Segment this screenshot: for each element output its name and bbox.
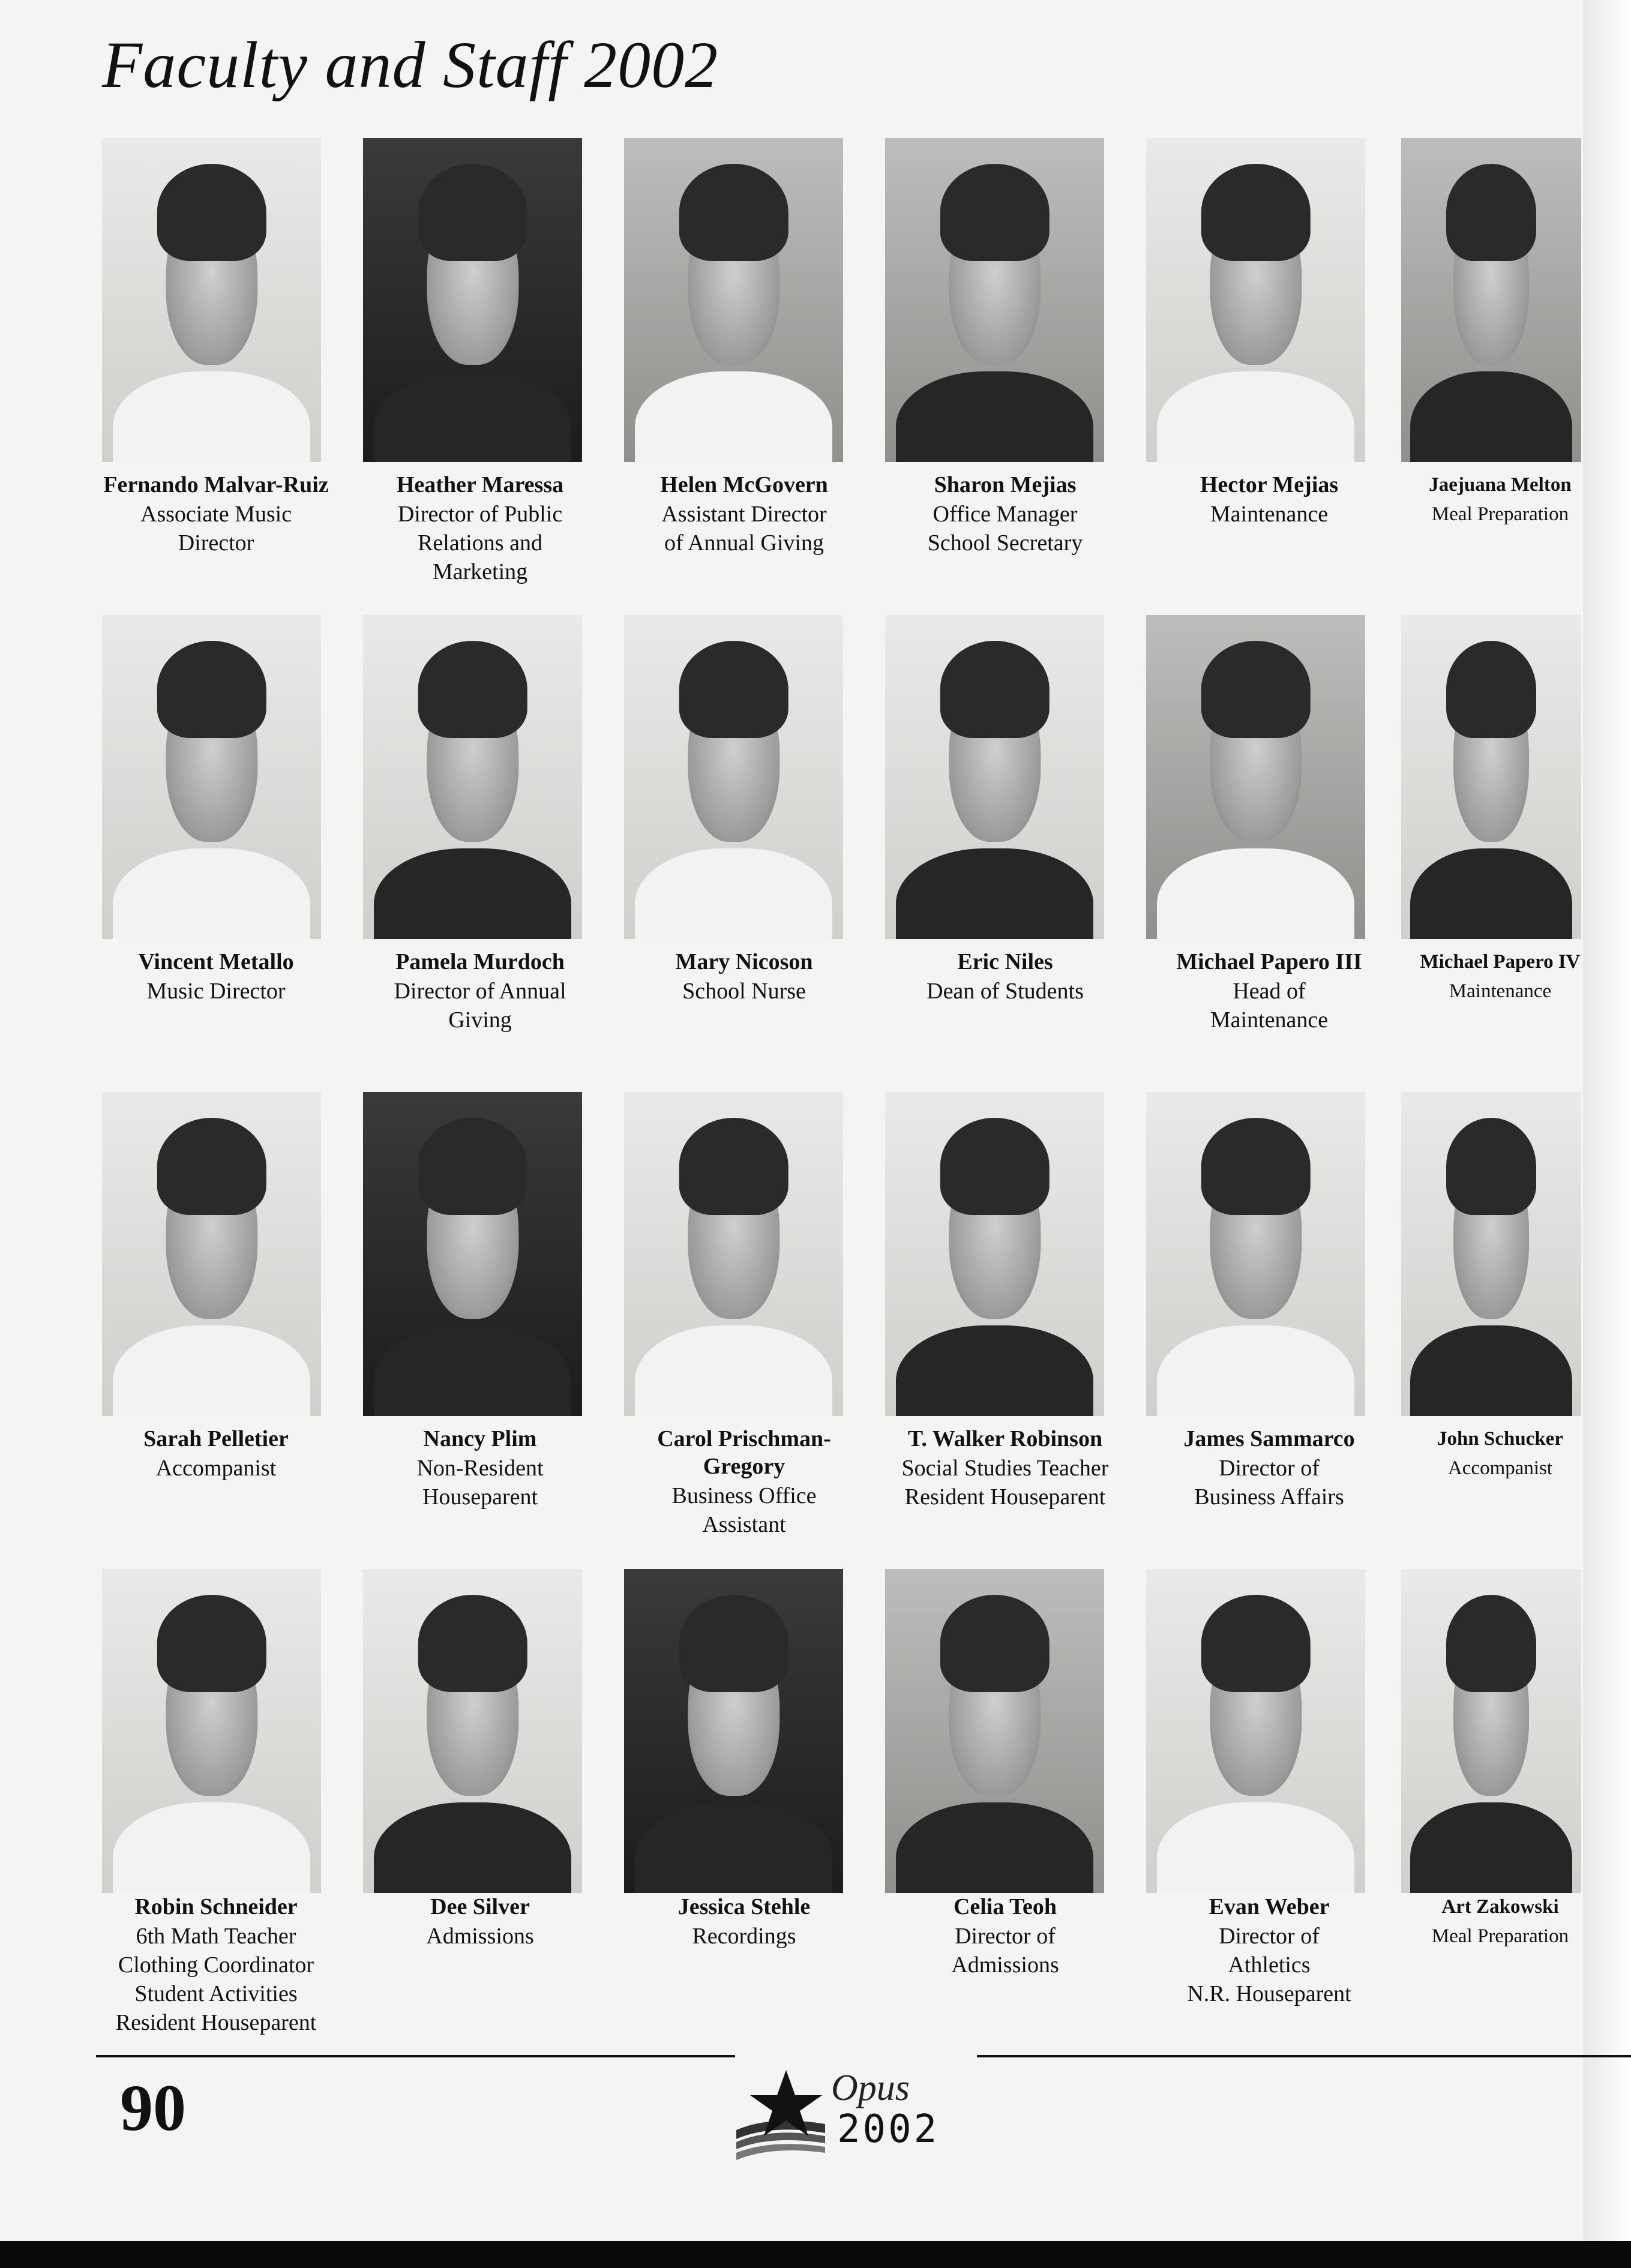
staff-photo xyxy=(1146,138,1365,462)
staff-role: Head of Maintenance xyxy=(1210,979,1329,1033)
staff-photo xyxy=(102,138,321,462)
staff-photo xyxy=(624,1092,843,1416)
staff-name: Carol Prischman- Gregory xyxy=(657,1426,831,1479)
staff-role: Music Director xyxy=(146,979,286,1004)
staff-photo xyxy=(1146,1569,1365,1893)
staff-name: Eric Niles xyxy=(957,949,1053,974)
staff-name: Mary Nicoson xyxy=(675,949,813,974)
footer-rule-right xyxy=(977,2055,1631,2057)
staff-name: Art Zakowski xyxy=(1441,1896,1559,1918)
staff-name: Helen McGovern xyxy=(660,472,828,497)
staff-photo xyxy=(1401,1092,1581,1416)
staff-role: Director of Public Relations and Marketing xyxy=(397,502,563,584)
staff-name: Michael Papero IV xyxy=(1420,951,1581,973)
staff-name: Robin Schneider xyxy=(134,1894,298,1919)
staff-role: Non-Resident Houseparent xyxy=(416,1456,544,1510)
staff-photo xyxy=(102,615,321,939)
staff-name: T. Walker Robinson xyxy=(907,1426,1103,1451)
staff-role: Assistant Director of Annual Giving xyxy=(661,502,827,556)
staff-name: Pamela Murdoch xyxy=(395,949,565,974)
page-number: 90 xyxy=(120,2071,186,2144)
staff-role: Business Office Assistant xyxy=(671,1483,817,1537)
staff-name: John Schucker xyxy=(1437,1428,1563,1450)
staff-photo xyxy=(363,138,582,462)
staff-role: Accompanist xyxy=(155,1456,277,1481)
staff-name: Dee Silver xyxy=(430,1894,530,1919)
staff-member xyxy=(1398,1425,1602,1581)
logo-year: 2002 xyxy=(837,2107,940,2152)
staff-name: Fernando Malvar-Ruiz xyxy=(103,472,329,497)
staff-role: Meal Preparation xyxy=(1431,1925,1569,1947)
staff-role: Director of Annual Giving xyxy=(394,979,566,1033)
opus-logo xyxy=(735,2058,975,2166)
staff-name: Hector Mejias xyxy=(1200,472,1339,497)
staff-role: Dean of Students xyxy=(927,979,1084,1004)
staff-photo xyxy=(1401,1569,1581,1893)
staff-role: Admissions xyxy=(426,1924,534,1949)
staff-photo xyxy=(624,1569,843,1893)
star-flag-icon xyxy=(736,2070,825,2160)
bottom-scan-edge xyxy=(0,2241,1631,2268)
staff-photo xyxy=(885,1569,1104,1893)
staff-photo xyxy=(363,1092,582,1416)
staff-photo xyxy=(102,1092,321,1416)
staff-role: Recordings xyxy=(692,1924,796,1949)
staff-role: 6th Math Teacher Clothing Coordinator Student Activities Resident Houseparent xyxy=(115,1924,317,2035)
staff-role: Associate Music Director xyxy=(140,502,292,556)
staff-role: Office Manager School Secretary xyxy=(927,502,1083,556)
staff-photo xyxy=(624,138,843,462)
staff-role: Accompanist xyxy=(1447,1457,1553,1479)
staff-role: Maintenance xyxy=(1210,502,1329,527)
staff-photo xyxy=(885,615,1104,939)
staff-photo xyxy=(1146,615,1365,939)
staff-photo xyxy=(1401,138,1581,462)
staff-name: Celia Teoh xyxy=(953,1894,1057,1919)
staff-name: Jessica Stehle xyxy=(677,1894,811,1919)
staff-name: Evan Weber xyxy=(1209,1894,1330,1919)
staff-photo xyxy=(1146,1092,1365,1416)
staff-role: School Nurse xyxy=(682,979,806,1004)
staff-photo xyxy=(102,1569,321,1893)
staff-name: Michael Papero III xyxy=(1176,949,1362,974)
staff-name: Heather Maressa xyxy=(396,472,564,497)
staff-role: Social Studies Teacher Resident Houseparent xyxy=(901,1456,1109,1510)
staff-name: Sharon Mejias xyxy=(934,472,1077,497)
staff-name: Sarah Pelletier xyxy=(143,1426,289,1451)
footer-rule-left xyxy=(96,2055,735,2057)
staff-role: Director of Athletics N.R. Houseparent xyxy=(1187,1924,1351,2006)
staff-member xyxy=(1398,471,1602,627)
staff-member xyxy=(1398,948,1602,1104)
staff-photo xyxy=(885,1092,1104,1416)
staff-name: Vincent Metallo xyxy=(138,949,294,974)
staff-photo xyxy=(363,615,582,939)
staff-photo xyxy=(885,138,1104,462)
staff-name: Nancy Plim xyxy=(423,1426,537,1451)
staff-name: Jaejuana Melton xyxy=(1429,474,1572,496)
staff-role: Director of Admissions xyxy=(951,1924,1059,1978)
staff-member xyxy=(1398,1893,1602,2049)
page-title: Faculty and Staff 2002 xyxy=(102,28,719,101)
staff-photo xyxy=(363,1569,582,1893)
logo-word: Opus xyxy=(831,2068,910,2108)
staff-role: Director of Business Affairs xyxy=(1194,1456,1344,1510)
staff-photo xyxy=(1401,615,1581,939)
staff-role: Meal Preparation xyxy=(1431,503,1569,525)
staff-name: James Sammarco xyxy=(1183,1426,1355,1451)
staff-role: Maintenance xyxy=(1449,980,1552,1002)
staff-photo xyxy=(624,615,843,939)
